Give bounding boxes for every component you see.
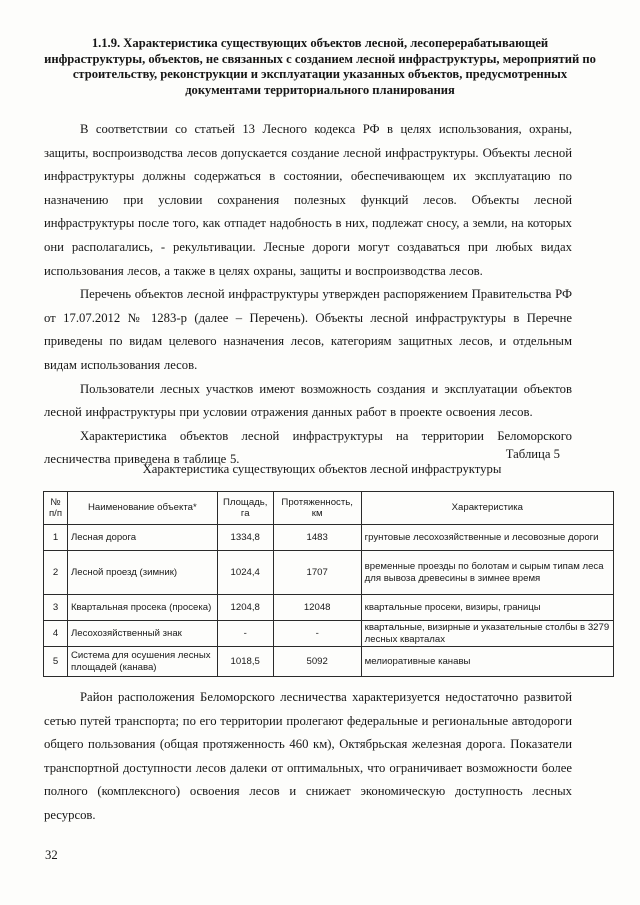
cell-object-name: Лесной проезд (зимник) xyxy=(67,551,217,595)
cell-area: 1334,8 xyxy=(217,525,273,551)
cell-area: - xyxy=(217,621,273,647)
cell-length: 1707 xyxy=(273,551,361,595)
transport-text xyxy=(44,686,572,828)
infrastructure-table xyxy=(43,491,614,677)
table-row xyxy=(44,595,614,621)
cell-characteristic: квартальные просеки, визиры, границы xyxy=(361,595,613,621)
paragraph: Перечень объектов лесной инфраструктуры утвержден распоряжением Правительства РФ от 17.07.2012 № 1283-р (далее – Перечень). Объекты лесной инфраструктуры в Перечне приведены по видам целевого назначения лесов, категориям защитных лесов, и отдельным видам использования лесов. xyxy=(44,287,572,372)
header-area: Площадь, га xyxy=(217,492,273,525)
table-row xyxy=(44,621,614,647)
cell-characteristic: временные проезды по болотам и сырым типам леса для вывоза древесины в зимнее время xyxy=(361,551,613,595)
header-length: Протяженность, км xyxy=(273,492,361,525)
cell-object-name: Лесная дорога xyxy=(67,525,217,551)
table-header-row xyxy=(44,492,614,525)
cell-area: 1018,5 xyxy=(217,647,273,677)
cell-characteristic: мелиоративные канавы xyxy=(361,647,613,677)
table-row xyxy=(44,525,614,551)
intro-text xyxy=(44,118,572,472)
header-object-name: Наименование объекта* xyxy=(67,492,217,525)
cell-number: 2 xyxy=(44,551,68,595)
paragraph: Пользователи лесных участков имеют возможность создания и эксплуатации объектов лесной инфраструктуры при условии отражения данных работ в проекте освоения лесов. xyxy=(44,381,572,420)
cell-object-name: Квартальная просека (просека) xyxy=(67,595,217,621)
paragraph: Район расположения Беломорского лесничества характеризуется недостаточно развитой сетью путей транспорта; по его территории пролегают федеральные и региональные автодороги общего пользования (общая протяженность 460 км), Октябрьская железная дорога. Показатели транспортной доступности лесов далеки от оптимальных, что ограничивает возможности более полного (комплексного) освоения лесов и снижает экономическую доступность лесных ресурсов. xyxy=(44,690,572,822)
cell-area: 1024,4 xyxy=(217,551,273,595)
cell-number: 1 xyxy=(44,525,68,551)
section-heading: 1.1.9. Характеристика существующих объектов лесной, лесоперерабатывающей инфраструктуры, объектов, не связанных с созданием лесной инфраструктуры, мероприятий по строительству, реконструкции и эксплуатации указанных объектов, предусмотренных документами территориального планирования xyxy=(44,36,596,97)
cell-object-name: Система для осушения лесных площадей (канава) xyxy=(67,647,217,677)
header-characteristic: Характеристика xyxy=(361,492,613,525)
cell-length: 1483 xyxy=(273,525,361,551)
cell-number: 3 xyxy=(44,595,68,621)
paragraph: В соответствии со статьей 13 Лесного кодекса РФ в целях использования, охраны, защиты, воспроизводства лесов допускается создание лесной инфраструктуры. Объекты лесной инфраструктуры должны содержаться в состоянии, обеспечивающем их эксплуатацию по назначению при условии сохранения полезных функций лесов. Объекты лесной инфраструктуры после того, как отпадет надобность в них, подлежат сносу, а земли, на которых они располагались, - рекультивации. Лесные дороги могут создаваться при любых видах использования лесов, а также в целях охраны, защиты и воспроизводства лесов. xyxy=(44,122,572,278)
cell-length: - xyxy=(273,621,361,647)
header-number: № п/п xyxy=(44,492,68,525)
cell-number: 4 xyxy=(44,621,68,647)
cell-length: 5092 xyxy=(273,647,361,677)
cell-area: 1204,8 xyxy=(217,595,273,621)
cell-number: 5 xyxy=(44,647,68,677)
paragraph: Характеристика объектов лесной инфраструктуры на территории Беломорского лесничества приведена в таблице 5. xyxy=(44,428,572,467)
cell-characteristic: грунтовые лесохозяйственные и лесовозные дороги xyxy=(361,525,613,551)
cell-characteristic: квартальные, визирные и указательные столбы в 3279 лесных кварталах xyxy=(361,621,613,647)
table-label: Таблица 5 xyxy=(505,447,560,461)
table-row xyxy=(44,551,614,595)
page-number: 32 xyxy=(45,848,58,862)
cell-object-name: Лесохозяйственный знак xyxy=(67,621,217,647)
table-row xyxy=(44,647,614,677)
table-title: Характеристика существующих объектов лесной инфраструктуры xyxy=(142,462,502,476)
cell-length: 12048 xyxy=(273,595,361,621)
